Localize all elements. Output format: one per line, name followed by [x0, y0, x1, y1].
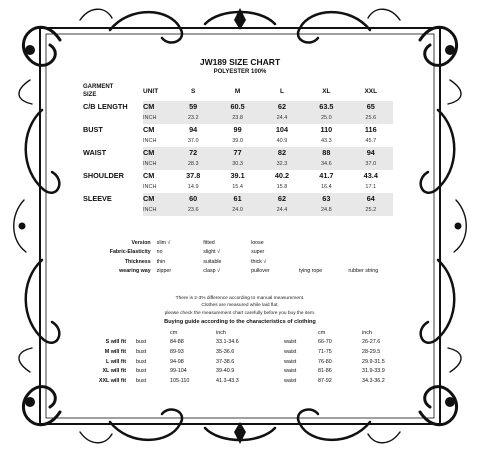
feature-row	[86, 238, 400, 248]
guide-waist-inch: 26-27.6	[362, 339, 381, 346]
size-header-s: S	[191, 87, 196, 95]
note-line: Clothes are measured while laid flat.	[201, 303, 279, 309]
guide-waist-inch: 34.3-36.2	[362, 377, 385, 384]
size-row-inch	[83, 182, 393, 194]
guide-waist-cm: 87-92	[318, 377, 332, 384]
cm-value: 72	[171, 147, 215, 159]
guide-part-waist: waist	[284, 339, 297, 346]
cm-value: 77	[215, 147, 259, 159]
inch-value: 16.4	[321, 184, 332, 191]
guide-waist-cm: 76-80	[318, 358, 332, 365]
cm-value: 60	[171, 193, 215, 205]
inch-value: 24.8	[304, 205, 348, 217]
size-row-inch	[83, 136, 393, 148]
cm-value: 116	[364, 125, 377, 135]
guide-bust-inch: 37-38.6	[216, 358, 235, 365]
unit-inch: INCH	[143, 113, 171, 125]
cm-value: 40.2	[274, 171, 290, 181]
cm-value: 59	[171, 101, 215, 113]
cm-value: 82	[260, 147, 304, 159]
cm-value: 37.8	[186, 171, 201, 181]
size-row-cm	[83, 193, 393, 205]
inch-value: 34.6	[304, 159, 348, 171]
cm-value: 64	[349, 193, 393, 205]
guide-unit-row	[86, 328, 385, 338]
cm-value: 60.5	[215, 101, 259, 113]
inch-value: 28.3	[171, 159, 215, 171]
feature-option: zipper	[156, 268, 172, 275]
feature-option: suitable	[203, 258, 222, 265]
size-row-cm	[83, 170, 393, 182]
inch-value: 25.0	[304, 113, 348, 125]
cm-value: 61	[215, 193, 259, 205]
guide-row	[86, 357, 385, 367]
cm-value: 88	[304, 147, 348, 159]
feature-option: pullover	[251, 268, 270, 275]
guide-waist-inch: 29.9-31.5	[362, 358, 385, 365]
guide-waist-inch: 31.9-33.9	[362, 368, 385, 375]
unit-inch: INCH	[143, 159, 171, 171]
measurement-label: BUST	[83, 125, 103, 135]
guide-bust-cm: 99-104	[170, 368, 187, 375]
guide-part-bust: bust	[136, 358, 147, 365]
guide-size: XL will fit	[102, 368, 126, 375]
inch-value: 32.3	[260, 159, 304, 171]
cm-value: 65	[349, 101, 393, 113]
measurement-label: WAIST	[83, 148, 107, 158]
inch-value: 40.9	[276, 138, 288, 145]
inch-value: 43.3	[321, 138, 332, 145]
feature-option: rubber string	[348, 268, 379, 275]
inch-value: 15.8	[276, 184, 288, 191]
note-line: There is 2-3% difference according to manual measurement.	[175, 296, 305, 301]
cm-value: 41.7	[319, 171, 334, 181]
feature-option: thick √	[251, 258, 267, 265]
feature-option: slim √	[156, 239, 171, 246]
guide-part-waist: waist	[284, 377, 297, 384]
guide-bust-cm: 105-110	[170, 377, 190, 384]
feature-option: no	[156, 249, 163, 256]
size-row-inch	[83, 159, 393, 171]
unit-cm: CM	[143, 125, 155, 135]
feature-row	[86, 257, 400, 267]
guide-row	[86, 366, 385, 376]
inch-value: 17.1	[365, 184, 377, 191]
cm-value: 110	[320, 125, 333, 135]
size-row-inch	[83, 205, 393, 217]
guide-size: XXL will fit	[98, 377, 126, 384]
size-row-cm	[83, 147, 393, 159]
guide-bust-inch: 35-36.6	[216, 348, 235, 355]
measurement-label: SLEEVE	[83, 194, 112, 204]
cm-value: 99	[233, 125, 242, 135]
feature-label: Fabric-Elasticity	[109, 249, 151, 256]
feature-row	[86, 248, 400, 258]
cm-value: 62	[260, 101, 304, 113]
guide-waist-cm: 66-70	[318, 339, 332, 346]
inch-value: 15.4	[232, 184, 243, 191]
note-line: please check the measurement chart carefully before you buy the item.	[164, 310, 316, 316]
guide-unit-cm: cm	[170, 329, 178, 336]
unit-cm: CM	[143, 101, 171, 113]
feature-option: slight √	[203, 249, 220, 256]
unit-inch: INCH	[143, 205, 171, 217]
guide-size: M will fit	[104, 348, 126, 355]
guide-bust-inch: 39-40.9	[216, 368, 235, 375]
cm-value: 94	[189, 125, 198, 135]
guide-bust-cm: 84-88	[170, 339, 184, 346]
buying-guide-table	[86, 328, 385, 386]
feature-option: tying rope	[298, 268, 323, 275]
inch-value: 24.0	[215, 205, 259, 217]
size-header-l: L	[279, 87, 284, 95]
guide-row	[86, 338, 385, 348]
unit-header: UNIT	[143, 87, 159, 95]
cm-value: 94	[349, 147, 393, 159]
guide-part-bust: bust	[136, 339, 147, 346]
guide-unit-inch-2: inch	[362, 329, 372, 336]
size-row-inch	[83, 113, 393, 125]
guide-row	[86, 347, 385, 357]
size-table-header	[83, 81, 393, 101]
measurement-label: C/B LENGTH	[83, 102, 128, 112]
feature-row	[86, 267, 400, 277]
guide-part-bust: bust	[136, 368, 147, 375]
size-row-cm	[83, 124, 393, 136]
cm-value: 63	[304, 193, 348, 205]
feature-option: loose	[251, 239, 264, 246]
features-table	[86, 238, 400, 276]
guide-size: S will fit	[105, 339, 126, 346]
material-subtitle: POLYESTER 100%	[213, 69, 267, 75]
unit-inch: INCH	[143, 184, 157, 191]
feature-option: thin	[156, 258, 166, 265]
measurement-notes	[80, 295, 400, 317]
size-header-m: M	[234, 87, 241, 95]
inch-value: 24.4	[260, 113, 304, 125]
inch-value: 39.0	[232, 138, 243, 145]
guide-bust-cm: 94-98	[170, 358, 184, 365]
cm-value: 104	[275, 125, 289, 135]
guide-part-waist: waist	[284, 348, 297, 355]
cm-value: 39.1	[230, 171, 245, 181]
guide-size: L will fit	[106, 358, 126, 365]
feature-option	[299, 238, 348, 248]
guide-part-bust: bust	[136, 348, 147, 355]
size-table	[83, 81, 393, 216]
feature-option	[299, 248, 348, 258]
guide-waist-inch: 28-29.5	[362, 348, 381, 355]
guide-unit-inch: inch	[216, 329, 226, 336]
guide-bust-inch: 33.1-34.6	[216, 339, 239, 346]
feature-label: wearing way	[119, 268, 151, 275]
size-header-xl: XL	[322, 87, 331, 95]
inch-value: 14.9	[187, 184, 199, 191]
feature-label: Thickness	[124, 258, 151, 265]
inch-value: 37.0	[187, 138, 199, 145]
cm-value: 63.5	[304, 101, 348, 113]
guide-bust-cm: 89-93	[170, 348, 184, 355]
feature-option: fitted	[203, 239, 215, 246]
inch-value: 23.6	[171, 205, 215, 217]
feature-option: super	[251, 249, 265, 256]
guide-bust-inch: 41.3-43.3	[216, 377, 239, 384]
guide-waist-cm: 71-75	[318, 348, 332, 355]
cm-value: 43.4	[363, 171, 378, 181]
inch-value: 25.6	[349, 113, 393, 125]
unit-inch: INCH	[143, 138, 157, 145]
measurement-label: SHOULDER	[83, 171, 124, 181]
cm-value: 62	[260, 193, 304, 205]
inch-value: 24.4	[260, 205, 304, 217]
inch-value: 37.0	[349, 159, 393, 171]
inch-value: 23.8	[215, 113, 259, 125]
feature-option: clasp √	[203, 268, 220, 275]
buying-guide-title: Buying guide according to the characteristics of clothing	[164, 319, 316, 325]
guide-part-waist: waist	[284, 368, 297, 375]
guide-unit-cm-2: cm	[318, 329, 326, 336]
size-header-xxl: XXL	[364, 87, 378, 95]
inch-value: 45.7	[365, 138, 377, 145]
inch-value: 25.2	[349, 205, 393, 217]
inch-value: 23.2	[171, 113, 215, 125]
unit-cm: CM	[143, 193, 171, 205]
size-chart-content	[80, 55, 400, 400]
guide-waist-cm: 81-86	[318, 368, 332, 375]
feature-option	[299, 257, 348, 267]
guide-part-waist: waist	[284, 358, 297, 365]
unit-cm: CM	[143, 171, 155, 181]
garment-size-header: GARMENT SIZE	[83, 84, 114, 98]
size-row-cm	[83, 101, 393, 113]
unit-cm: CM	[143, 147, 171, 159]
chart-title: JW189 SIZE CHART	[199, 57, 281, 67]
guide-row	[86, 376, 385, 386]
guide-part-bust: bust	[136, 377, 147, 384]
inch-value: 30.3	[215, 159, 259, 171]
feature-label: Version	[131, 239, 151, 246]
